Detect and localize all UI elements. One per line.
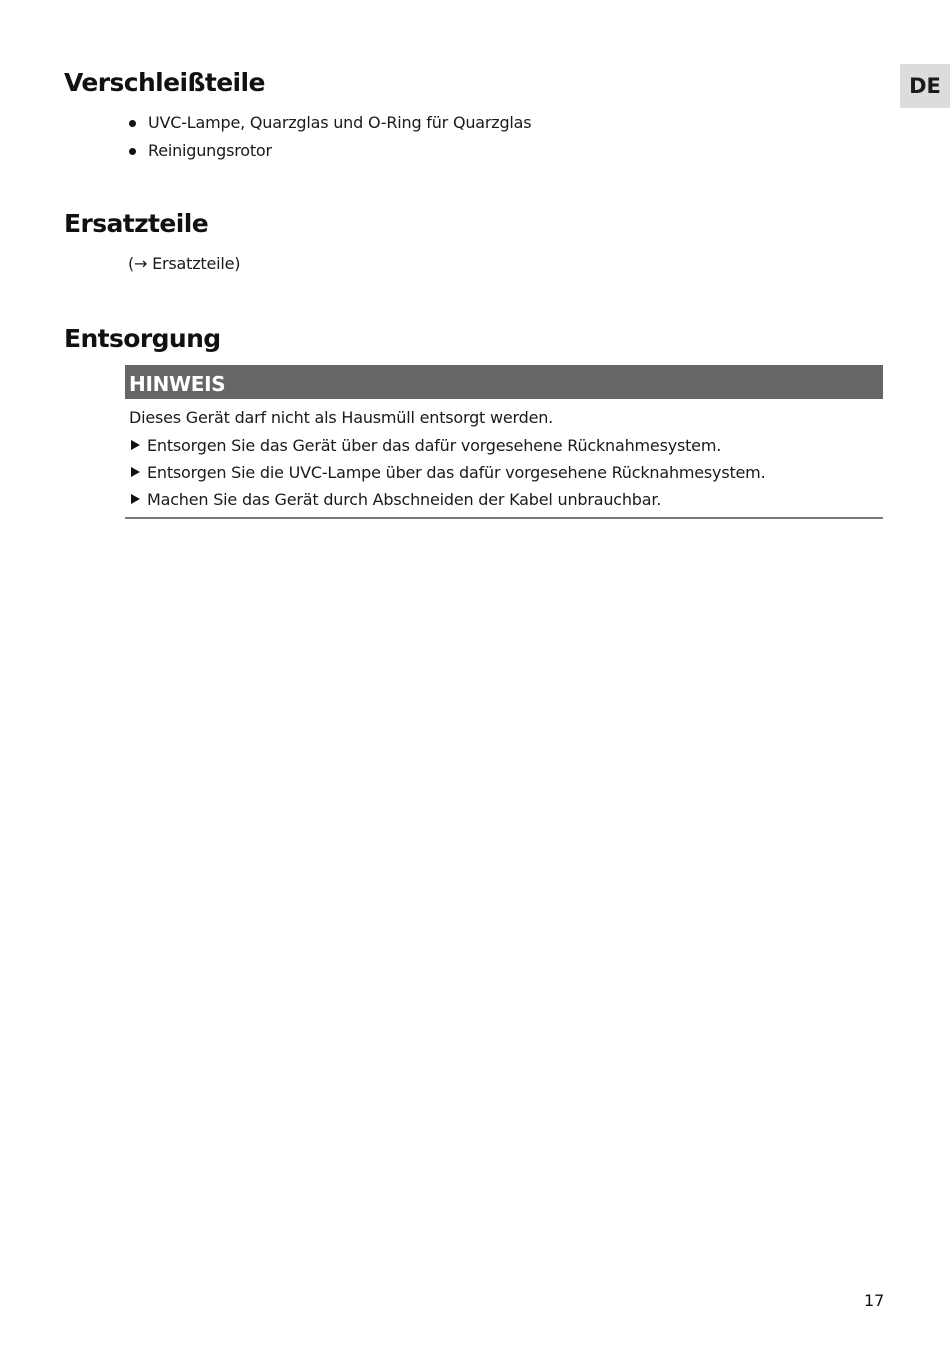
list-item-text: UVC-Lampe, Quarzglas und O-Ring für Quarzglas	[148, 113, 532, 132]
notice-body	[125, 399, 883, 517]
notice-label: HINWEIS	[125, 365, 883, 399]
section-title-disposal: Entsorgung	[64, 324, 221, 353]
notice-text: Dieses Gerät darf nicht als Hausmüll entsorgt werden.	[129, 408, 554, 427]
language-tab: DE	[900, 64, 950, 108]
wear-parts-list	[128, 111, 531, 167]
list-item-text: Reinigungsrotor	[148, 141, 272, 160]
section-title-spare-parts: Ersatzteile	[64, 209, 209, 238]
step-text: Entsorgen Sie die UVC-Lampe über das dafür vorgesehene Rücknahmesystem.	[147, 463, 766, 482]
bullet-icon	[129, 120, 136, 127]
section-title-wear-parts: Verschleißteile	[64, 68, 265, 97]
list-item	[128, 139, 531, 167]
page-number: 17	[864, 1291, 885, 1310]
arrow-right-icon	[131, 467, 140, 477]
step-item	[129, 432, 883, 459]
bullet-icon	[129, 148, 136, 155]
notice-box	[125, 365, 883, 519]
arrow-right-icon	[131, 494, 140, 504]
step-text: Entsorgen Sie das Gerät über das dafür vorgesehene Rücknahmesystem.	[147, 436, 722, 455]
step-item	[129, 486, 883, 513]
arrow-right-icon	[131, 440, 140, 450]
spare-parts-reference: (→ Ersatzteile)	[128, 254, 241, 273]
notice-steps	[129, 432, 883, 513]
list-item	[128, 111, 531, 139]
step-text: Machen Sie das Gerät durch Abschneiden der Kabel unbrauchbar.	[147, 490, 662, 509]
step-item	[129, 459, 883, 486]
